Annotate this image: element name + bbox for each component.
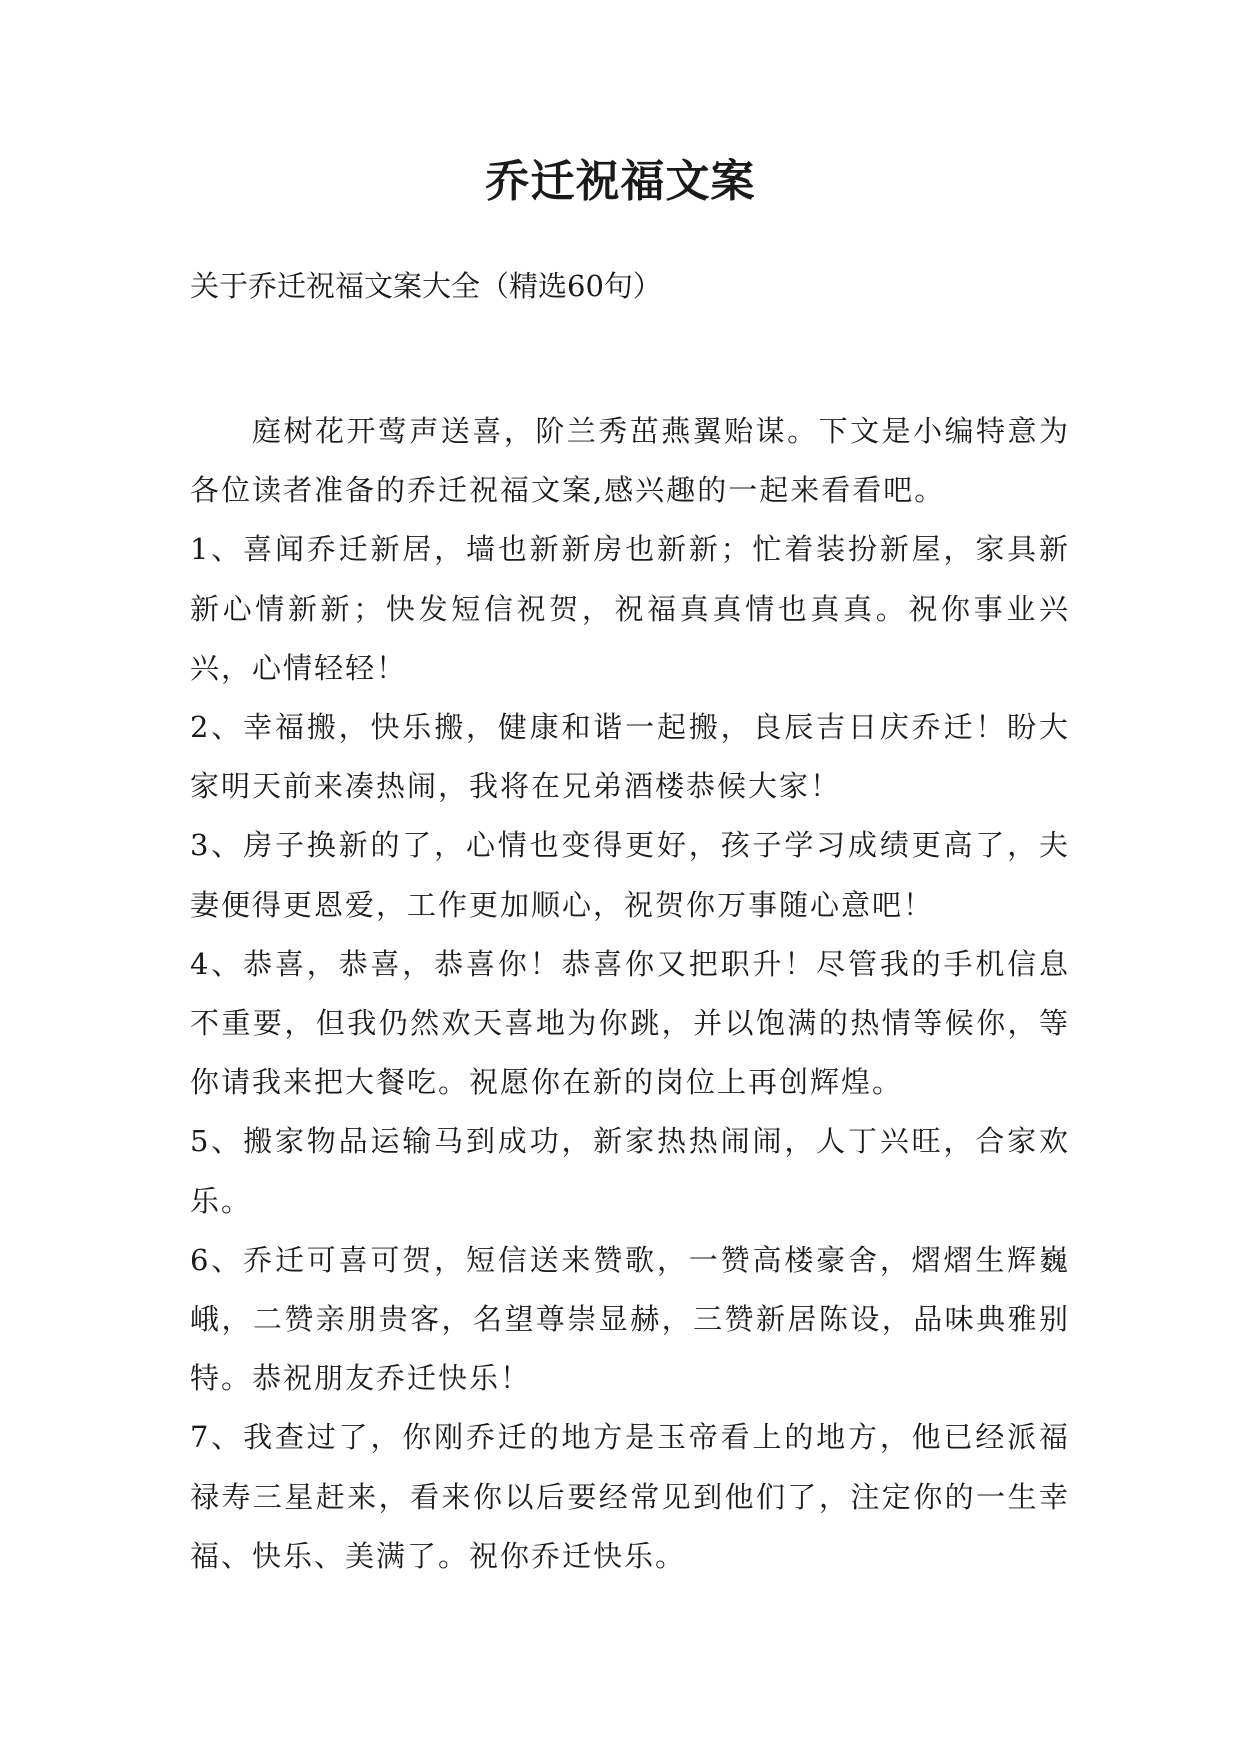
document-body xyxy=(190,402,1070,1586)
list-item: 6、乔迁可喜可贺，短信送来赞歌，一赞高楼豪舍，熠熠生辉巍峨，二赞亲朋贵客，名望尊崇显赫，三赞新居陈设，品味典雅别特。恭祝朋友乔迁快乐！ xyxy=(190,1242,1070,1396)
list-item: 5、搬家物品运输马到成功，新家热热闹闹，人丁兴旺，合家欢乐。 xyxy=(190,1124,1070,1218)
intro-paragraph: 庭树花开莺声送喜，阶兰秀茁燕翼贻谋。下文是小编特意为各位读者准备的乔迁祝福文案,感兴趣的一起来看看吧。 xyxy=(190,414,1070,508)
document-title: 乔迁祝福文案 xyxy=(485,156,756,207)
list-item: 1、喜闻乔迁新居，墙也新新房也新新；忙着装扮新屋，家具新新心情新新；快发短信祝贺，祝福真真情也真真。祝你事业兴兴，心情轻轻！ xyxy=(190,532,1070,685)
list-item: 7、我查过了，你刚乔迁的地方是玉帝看上的地方，他已经派福禄寿三星赶来，看来你以后要经常见到他们了，注定你的一生幸福、快乐、美满了。祝你乔迁快乐。 xyxy=(190,1420,1070,1573)
list-item: 4、恭喜，恭喜，恭喜你！恭喜你又把职升！尽管我的手机信息不重要，但我仍然欢天喜地为你跳，并以饱满的热情等候你，等你请我来把大餐吃。祝愿你在新的岗位上再创辉煌。 xyxy=(190,946,1070,1100)
list-item: 3、房子换新的了，心情也变得更好，孩子学习成绩更高了，夫妻便得更恩爱，工作更加顺心，祝贺你万事随心意吧！ xyxy=(190,828,1070,922)
list-item: 2、幸福搬，快乐搬，健康和谐一起搬，良辰吉日庆乔迁！盼大家明天前来凑热闹，我将在兄弟酒楼恭候大家！ xyxy=(190,710,1070,804)
document-subtitle: 关于乔迁祝福文案大全（精选60句） xyxy=(190,269,662,303)
